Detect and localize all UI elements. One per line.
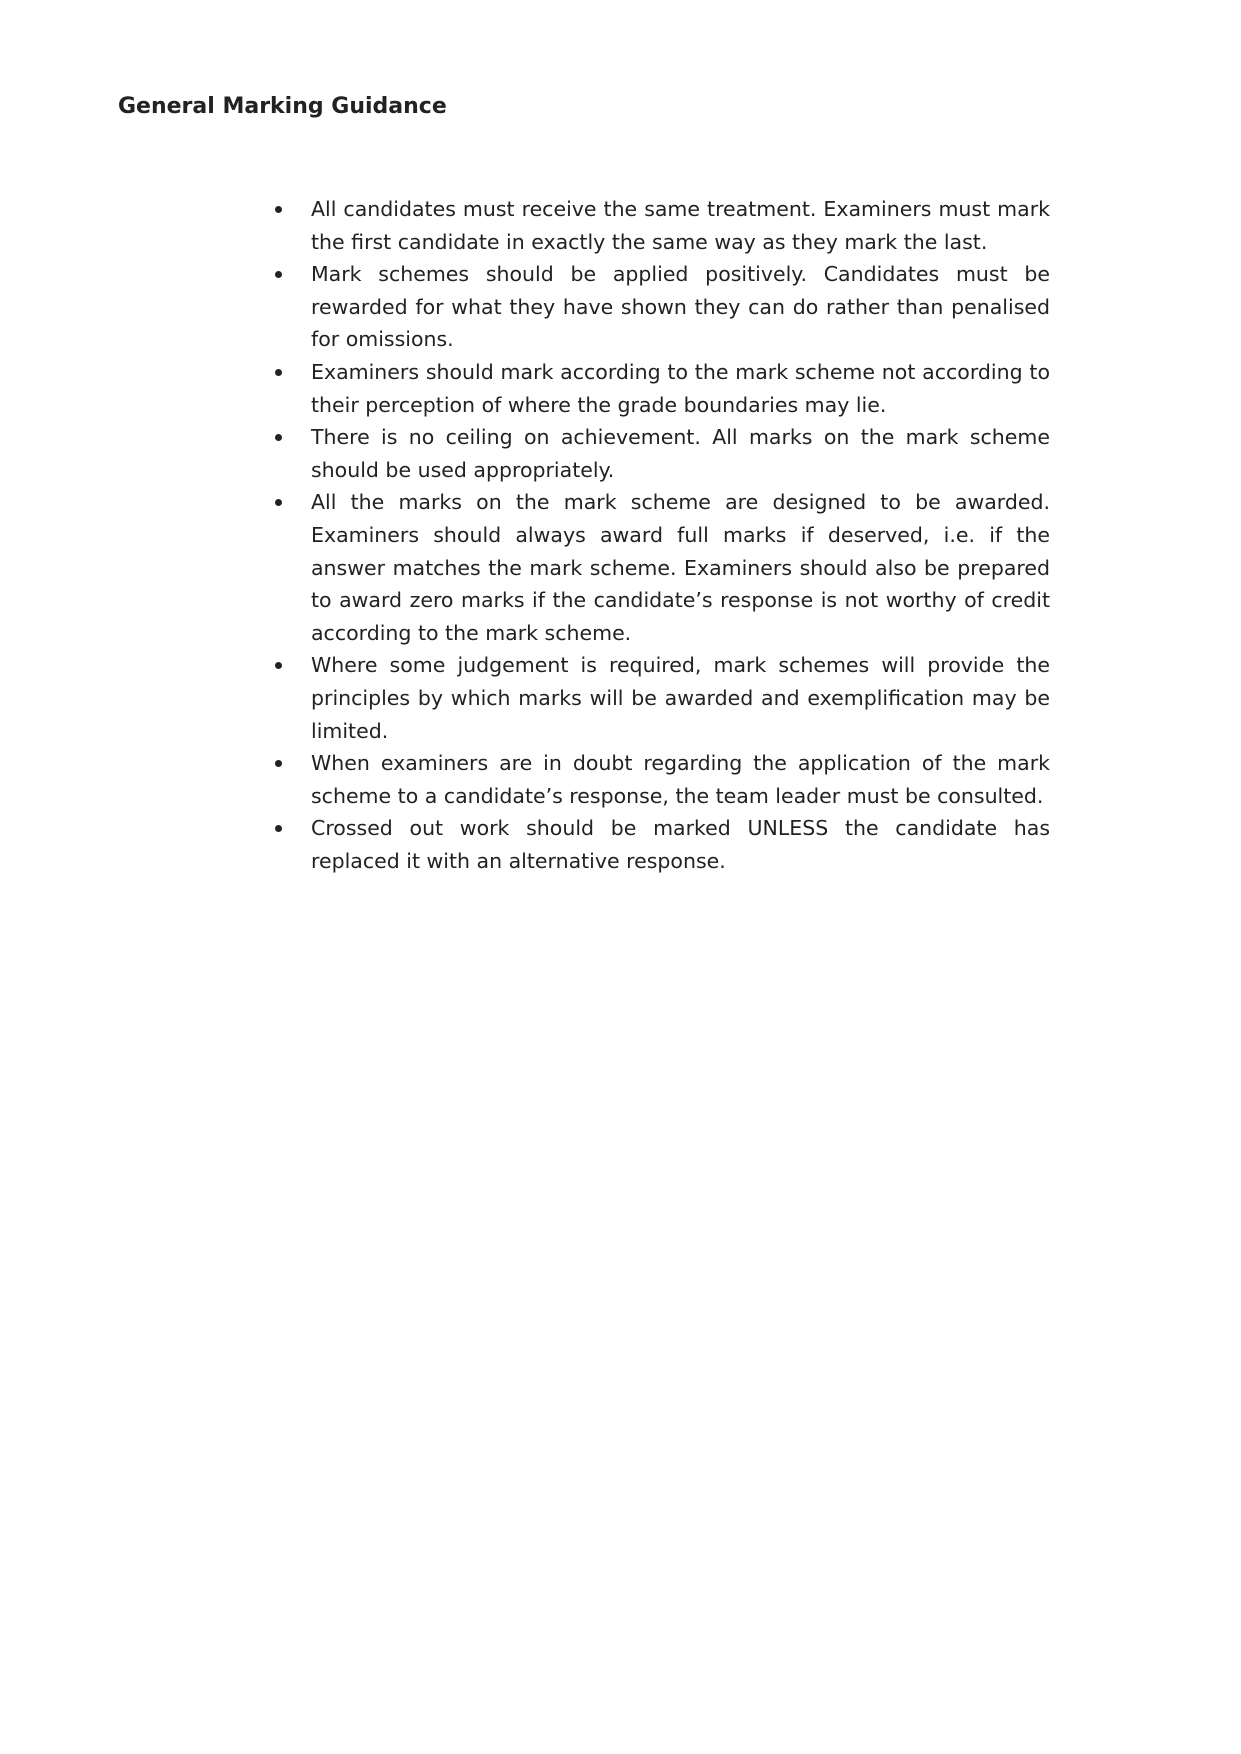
list-item (268, 421, 1050, 486)
page-title: General Marking Guidance (118, 94, 447, 119)
list-item-text: Mark schemes should be applied positively. Candidates must be rewarded for what they have shown they can do rather than penalised for omissions. (311, 262, 1050, 352)
list-item-text: Examiners should mark according to the mark scheme not according to their perception of where the grade boundaries may lie. (311, 359, 1050, 417)
list-item (268, 258, 1050, 356)
list-item (268, 649, 1050, 747)
bullet-icon (275, 271, 282, 278)
bullet-icon (275, 369, 282, 376)
list-item-text: When examiners are in doubt regarding the application of the mark scheme to a candidate’s response, the team leader must be consulted. (311, 751, 1050, 808)
list-item-text: There is no ceiling on achievement. All marks on the mark scheme should be used appropriately. (311, 425, 1050, 482)
bullet-icon (275, 662, 282, 669)
bullet-icon (275, 206, 282, 213)
list-item-text: Where some judgement is required, mark schemes will provide the principles by which marks will be awarded and exemplification may be limited. (311, 653, 1050, 743)
list-item (268, 486, 1050, 649)
guidance-list (268, 193, 1050, 877)
bullet-icon (275, 760, 282, 767)
list-item (268, 356, 1050, 421)
list-item-text: Crossed out work should be marked UNLESS the candidate has replaced it with an alternative response. (311, 816, 1050, 873)
list-item-text: All candidates must receive the same treatment. Examiners must mark the first candidate in exactly the same way as they mark the last. (311, 197, 1050, 254)
list-item (268, 812, 1050, 877)
bullet-icon (275, 434, 282, 441)
list-item-text: All the marks on the mark scheme are designed to be awarded. Examiners should always award full marks if deserved, i.e. if the answer matches the mark scheme. Examiners should also be prepared to award zero marks if the candidate’s response is not worthy of credit according to the mark scheme. (311, 490, 1050, 645)
list-item (268, 193, 1050, 258)
bullet-icon (275, 825, 282, 832)
bullet-icon (275, 499, 282, 506)
list-item (268, 747, 1050, 812)
